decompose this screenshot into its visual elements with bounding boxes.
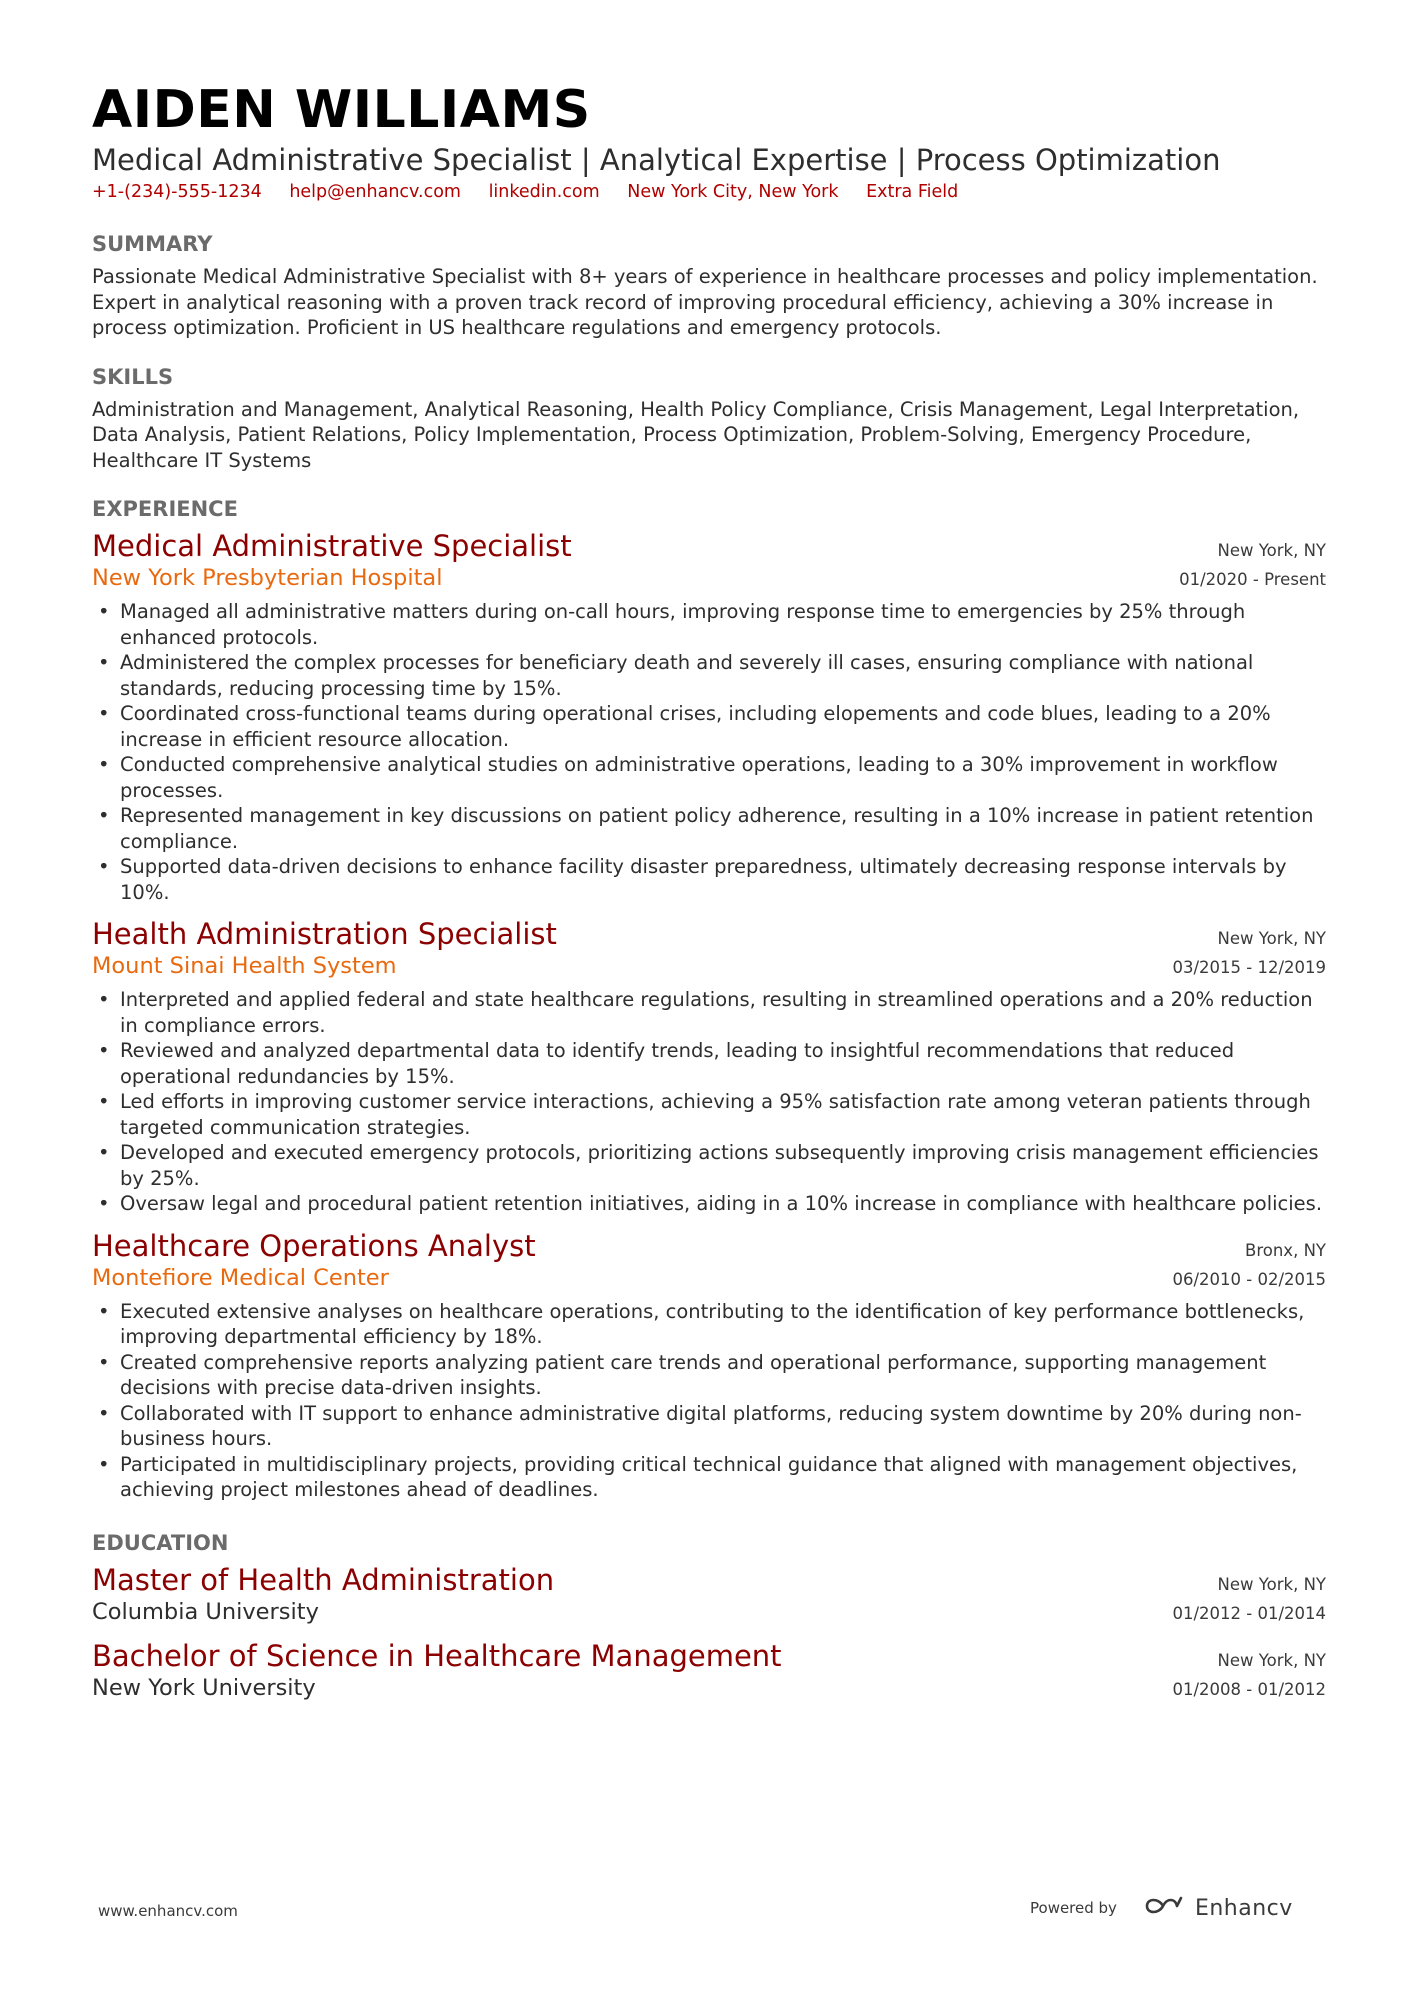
- job-bullets: [92, 1299, 1326, 1503]
- phone-link[interactable]: +1-(234)-555-1234: [92, 182, 262, 202]
- job-dates: 06/2010 - 02/2015: [1172, 1269, 1326, 1289]
- experience-entry: [92, 917, 1326, 1217]
- bullet-item: • Interpreted and applied federal and state healthcare regulations, resulting in streamlined operations and a 20% reduction in compliance errors.: [92, 987, 1326, 1038]
- footer-website-link[interactable]: www.enhancv.com: [98, 1902, 238, 1920]
- powered-by-label: Powered by: [1030, 1899, 1117, 1917]
- experience-heading: EXPERIENCE: [92, 497, 238, 521]
- bullet-item: • Created comprehensive reports analyzing patient care trends and operational performance, supporting management decisions with precise data-driven insights.: [92, 1350, 1326, 1401]
- school-dates: 01/2012 - 01/2014: [1172, 1603, 1326, 1623]
- bullet-item: • Coordinated cross-functional teams during operational crises, including elopements and code blues, leading to a 20% increase in efficient resource allocation.: [92, 701, 1326, 752]
- skills-text: Administration and Management, Analytical Reasoning, Health Policy Compliance, Crisis Management, Legal Interpretation, Data Analysis, Patient Relations, Policy Implementation, Process Optimization, Problem-Solving, Emergency Procedure, Healthcare IT Systems: [92, 397, 1300, 472]
- summary-heading: SUMMARY: [92, 232, 213, 256]
- company-name: New York Presbyterian Hospital: [92, 565, 443, 591]
- job-bullets: [92, 599, 1326, 905]
- bullet-item: • Executed extensive analyses on healthcare operations, contributing to the identification of key performance bottlenecks, improving departmental efficiency by 18%.: [92, 1299, 1326, 1350]
- company-name: Mount Sinai Health System: [92, 953, 397, 979]
- enhancv-brand-name: Enhancv: [1194, 1895, 1293, 1921]
- school-location: New York, NY: [1217, 1650, 1326, 1670]
- job-location: Bronx, NY: [1245, 1240, 1326, 1260]
- contact-line: [92, 180, 1326, 204]
- education-entry: [92, 1563, 1326, 1627]
- job-title: Healthcare Operations Analyst: [92, 1228, 536, 1263]
- bullet-item: • Represented management in key discussions on patient policy adherence, resulting in a 10% increase in patient retention compliance.: [92, 803, 1326, 854]
- candidate-name: AIDEN WILLIAMS: [92, 80, 591, 140]
- job-title: Health Administration Specialist: [92, 917, 557, 951]
- job-dates: 03/2015 - 12/2019: [1172, 958, 1326, 977]
- company-name: Montefiore Medical Center: [92, 1264, 389, 1291]
- bullet-item: • Oversaw legal and procedural patient retention initiatives, aiding in a 10% increase in compliance with healthcare policies.: [92, 1191, 1326, 1217]
- job-bullets: [92, 987, 1326, 1217]
- job-title: Medical Administrative Specialist: [92, 529, 572, 563]
- headline: Medical Administrative Specialist | Analytical Expertise | Process Optimization: [92, 143, 1221, 177]
- school-location: New York, NY: [1217, 1574, 1326, 1594]
- summary-text: Passionate Medical Administrative Specialist with 8+ years of experience in healthcare processes and policy implementation. Expert in analytical reasoning with a proven track record of improving procedural efficiency, achieving a 30% increase in process optimization. Proficient in US healthcare regulations and emergency protocols.: [92, 265, 1318, 339]
- email-link[interactable]: help@enhancv.com: [289, 182, 461, 202]
- bullet-item: • Administered the complex processes for beneficiary death and severely ill cases, ensuring compliance with national standards, reducing processing time by 15%.: [92, 650, 1326, 701]
- footer-branding: [1030, 1894, 1293, 1922]
- education-heading: EDUCATION: [92, 1530, 229, 1555]
- bullet-item: • Conducted comprehensive analytical studies on administrative operations, leading to a 30% improvement in workflow processes.: [92, 752, 1326, 803]
- degree-title: Bachelor of Science in Healthcare Management: [92, 1638, 782, 1673]
- education-entry: [92, 1639, 1326, 1703]
- enhancv-logo-icon: [1143, 1894, 1187, 1922]
- experience-entry: [92, 529, 1326, 905]
- degree-title: Master of Health Administration: [92, 1562, 555, 1597]
- linkedin-link[interactable]: linkedin.com: [488, 182, 600, 202]
- job-location: New York, NY: [1217, 929, 1326, 948]
- extra-field-text: Extra Field: [866, 182, 959, 202]
- bullet-item: • Led efforts in improving customer service interactions, achieving a 95% satisfaction rate among veteran patients through targeted communication strategies.: [92, 1089, 1326, 1140]
- school-name: Columbia University: [92, 1598, 319, 1625]
- bullet-item: • Supported data-driven decisions to enhance facility disaster preparedness, ultimately decreasing response intervals by 10%.: [92, 854, 1326, 905]
- school-dates: 01/2008 - 01/2012: [1172, 1679, 1326, 1699]
- location-text: New York City, New York: [627, 182, 839, 202]
- job-dates: 01/2020 - Present: [1179, 570, 1326, 589]
- bullet-item: • Managed all administrative matters during on-call hours, improving response time to emergencies by 25% through enhanced protocols.: [92, 599, 1326, 650]
- job-location: New York, NY: [1217, 541, 1326, 560]
- school-name: New York University: [92, 1674, 316, 1701]
- resume-page: [92, 80, 1326, 1703]
- skills-heading: SKILLS: [92, 364, 174, 389]
- bullet-item: • Developed and executed emergency protocols, prioritizing actions subsequently improving crisis management efficiencies by 25%.: [92, 1140, 1326, 1191]
- bullet-item: • Reviewed and analyzed departmental data to identify trends, leading to insightful recommendations that reduced operational redundancies by 15%.: [92, 1038, 1326, 1089]
- experience-entry: [92, 1229, 1326, 1503]
- bullet-item: • Participated in multidisciplinary projects, providing critical technical guidance that aligned with management objectives, achieving project milestones ahead of deadlines.: [92, 1452, 1326, 1503]
- bullet-item: • Collaborated with IT support to enhance administrative digital platforms, reducing system downtime by 20% during non-business hours.: [92, 1401, 1326, 1452]
